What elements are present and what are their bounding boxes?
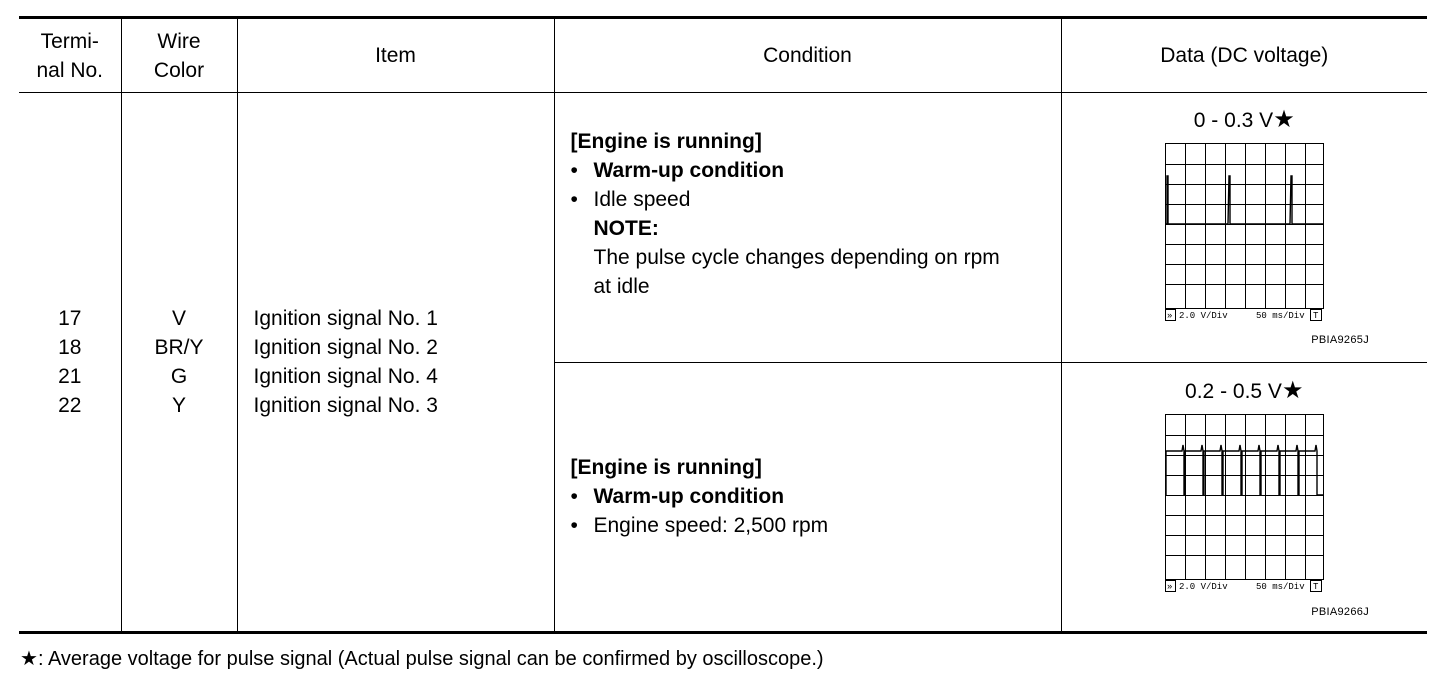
terminal-data-table — [19, 16, 1427, 634]
scope-volts-per-div: 2.0 V/Div — [1178, 582, 1228, 592]
header-wire-line-1: Wire — [157, 29, 201, 53]
oscilloscope-waveform-idle — [1164, 143, 1326, 324]
bullet-dot: • — [570, 484, 578, 508]
scope-arrow-icon: » — [1166, 582, 1172, 592]
condition-bullet-text: Warm-up condition — [593, 159, 785, 182]
data-cell-2500rpm — [1061, 363, 1427, 633]
header-row — [19, 18, 1427, 93]
bullet-dot: • — [570, 159, 578, 182]
wire-color: Y — [171, 394, 186, 417]
condition-heading: [Engine is running] — [570, 130, 762, 153]
header-item: Item — [237, 18, 554, 93]
voltage-value — [1062, 105, 1428, 134]
note-text: The pulse cycle changes depending on rpm — [593, 246, 1000, 269]
wire-color-cell — [121, 93, 237, 633]
voltage-text: 0 - 0.3 V — [1193, 109, 1274, 132]
header-terminal-line-2: nal No. — [36, 58, 104, 82]
voltage-value — [1062, 376, 1428, 405]
item-name: Ignition signal No. 4 — [253, 365, 438, 388]
condition-bullet — [571, 185, 1061, 214]
oscilloscope-waveform-2500rpm — [1164, 414, 1326, 595]
condition-bullet — [571, 511, 1061, 540]
terminal-no: 18 — [58, 336, 82, 359]
scope-trigger-t: T — [1312, 582, 1318, 592]
star-icon: ★ — [1273, 106, 1295, 133]
bullet-dot: • — [570, 188, 578, 211]
bullet-dot: • — [570, 513, 578, 537]
terminal-no: 22 — [58, 394, 82, 417]
star-icon: ★ — [20, 648, 38, 670]
header-wire-color — [121, 18, 237, 93]
condition-bullet-text: Engine speed: 2,500 rpm — [593, 513, 829, 537]
item-name: Ignition signal No. 3 — [253, 394, 438, 417]
scope-trigger-t: T — [1312, 311, 1318, 321]
terminal-no-cell — [19, 93, 121, 633]
star-icon: ★ — [1281, 377, 1304, 404]
condition-bullet — [571, 482, 1061, 511]
table-row — [19, 93, 1427, 363]
wire-color: BR/Y — [154, 336, 204, 359]
condition-bullet-text: Warm-up condition — [593, 484, 785, 508]
header-terminal-line-1: Termi- — [40, 29, 99, 53]
scope-time-per-div: 50 ms/Div — [1255, 311, 1305, 321]
header-data: Data (DC voltage) — [1061, 18, 1427, 93]
scope-arrow-icon: » — [1166, 311, 1172, 321]
figure-code: PBIA9265J — [1311, 334, 1369, 346]
note-block — [571, 214, 1061, 301]
item-cell — [237, 93, 554, 633]
note-label: NOTE: — [593, 217, 659, 240]
item-name: Ignition signal No. 2 — [253, 336, 438, 359]
scope-time-per-div: 50 ms/Div — [1255, 582, 1305, 592]
wire-color: G — [170, 365, 188, 388]
voltage-text: 0.2 - 0.5 V — [1185, 380, 1282, 403]
condition-heading: [Engine is running] — [570, 455, 762, 479]
item-name: Ignition signal No. 1 — [253, 307, 438, 330]
condition-cell-idle — [554, 93, 1061, 363]
condition-cell-2500rpm — [554, 363, 1061, 633]
terminal-no: 21 — [58, 365, 82, 388]
data-cell-idle — [1061, 93, 1427, 363]
terminal-no: 17 — [58, 307, 82, 330]
header-terminal-no — [19, 18, 121, 93]
condition-bullet-text: Idle speed — [593, 188, 691, 211]
figure-code: PBIA9266J — [1311, 606, 1369, 618]
wire-color: V — [171, 307, 186, 330]
header-condition: Condition — [554, 18, 1061, 93]
footnote — [20, 646, 824, 671]
condition-bullet — [571, 156, 1061, 185]
header-wire-line-2: Color — [153, 58, 205, 82]
note-text: at idle — [593, 275, 650, 298]
footnote-text: : Average voltage for pulse signal (Actual pulse signal can be confirmed by oscilloscope.) — [37, 648, 824, 670]
scope-volts-per-div: 2.0 V/Div — [1178, 311, 1228, 321]
